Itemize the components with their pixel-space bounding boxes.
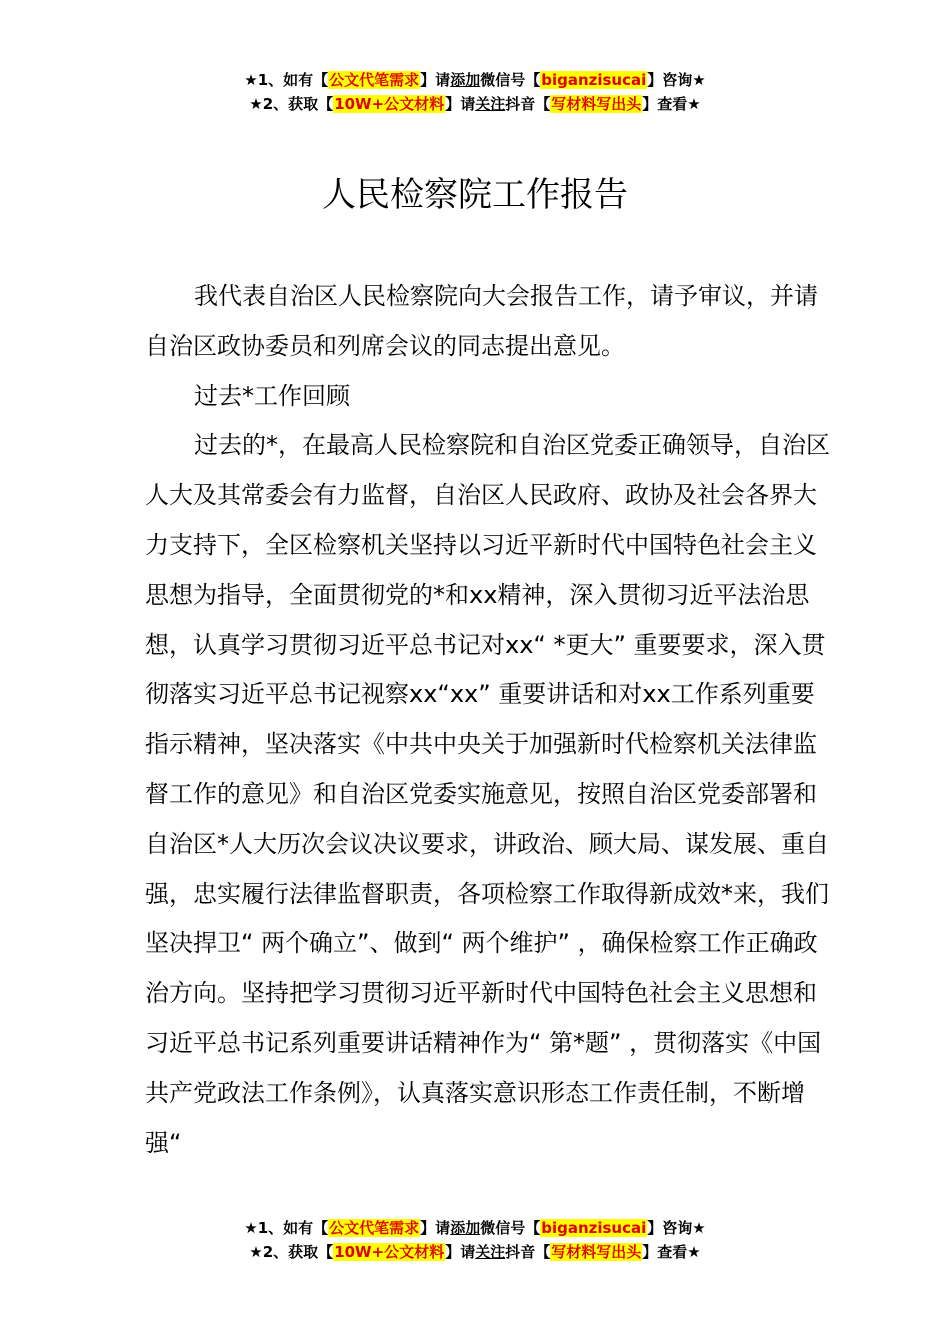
banner-text: ★1、如有【 bbox=[244, 1219, 329, 1237]
banner-underline: 关注 bbox=[475, 95, 506, 113]
banner-line-1 bbox=[0, 68, 950, 92]
banner-line-2 bbox=[0, 1240, 950, 1264]
banner-highlight: 写材料写出头 bbox=[551, 95, 642, 113]
banner-text: 】请 bbox=[420, 71, 451, 89]
page-title: 人民检察院工作报告 bbox=[322, 175, 628, 215]
banner-underline: 添加 bbox=[450, 71, 481, 89]
banner-text: 抖音【 bbox=[505, 95, 551, 113]
banner-text: ★2、获取【 bbox=[249, 1243, 334, 1261]
footer-banner bbox=[0, 1216, 950, 1264]
banner-highlight: 10W+公文材料 bbox=[334, 1243, 445, 1261]
banner-highlight: 公文代笔需求 bbox=[329, 1219, 420, 1237]
header-banner bbox=[0, 68, 950, 116]
banner-highlight: biganzisucai bbox=[541, 1219, 647, 1237]
banner-underline: 添加 bbox=[450, 1219, 481, 1237]
banner-highlight: 10W+公文材料 bbox=[334, 95, 445, 113]
banner-highlight: 写材料写出头 bbox=[551, 1243, 642, 1261]
banner-text: 】查看★ bbox=[642, 95, 701, 113]
document-body bbox=[145, 272, 835, 1168]
banner-highlight: biganzisucai bbox=[541, 71, 647, 89]
banner-text: 微信号【 bbox=[480, 1219, 541, 1237]
section-heading: 过去*工作回顾 bbox=[194, 381, 350, 410]
banner-highlight: 公文代笔需求 bbox=[329, 71, 420, 89]
banner-text: 】请 bbox=[445, 1243, 476, 1261]
banner-text: 】请 bbox=[420, 1219, 451, 1237]
banner-text: 】咨询★ bbox=[647, 1219, 706, 1237]
paragraph-intro: 我代表自治区人民检察院向大会报告工作，请予审议，并请自治区政协委员和列席会议的同志提出意见。 bbox=[145, 282, 818, 360]
banner-text: ★1、如有【 bbox=[244, 71, 329, 89]
banner-text: 】咨询★ bbox=[647, 71, 706, 89]
banner-text: ★2、获取【 bbox=[249, 95, 334, 113]
banner-text: 抖音【 bbox=[505, 1243, 551, 1261]
paragraph-review: 过去的*，在最高人民检察院和自治区党委正确领导，自治区人大及其常委会有力监督，自治区人民政府、政协及社会各界大力支持下，全区检察机关坚持以习近平新时代中国特色社会主义思想为指导，全面贯彻党的*和xx精神，深入贯彻习近平法治思想，认真学习贯彻习近平总书记对xx“ *更大” 重要要求，深入贯彻落实习近平总书记视察xx“xx” 重要讲话和对xx工作系列重要指示精神，坚决落实《中共中央关于加强新时代检察机关法律监督工作的意见》和自治区党委实施意见，按照自治区党委部署和自治区*人大历次会议决议要求，讲政治、顾大局、谋发展、重自强，忠实履行法律监督职责，各项检察工作取得新成效*来，我们坚决捍卫“ 两个确立”、做到“ 两个维护” ，确保检察工作正确政治方向。坚持把学习贯彻习近平新时代中国特色社会主义思想和习近平总书记系列重要讲话精神作为“ 第*题” ，贯彻落实《中国共产党政法工作条例》，认真落实意识形态工作责任制，不断增强“ bbox=[145, 431, 830, 1157]
banner-text: 】查看★ bbox=[642, 1243, 701, 1261]
banner-underline: 关注 bbox=[475, 1243, 506, 1261]
banner-text: 微信号【 bbox=[480, 71, 541, 89]
banner-line-2 bbox=[0, 92, 950, 116]
banner-text: 】请 bbox=[445, 95, 476, 113]
banner-line-1 bbox=[0, 1216, 950, 1240]
